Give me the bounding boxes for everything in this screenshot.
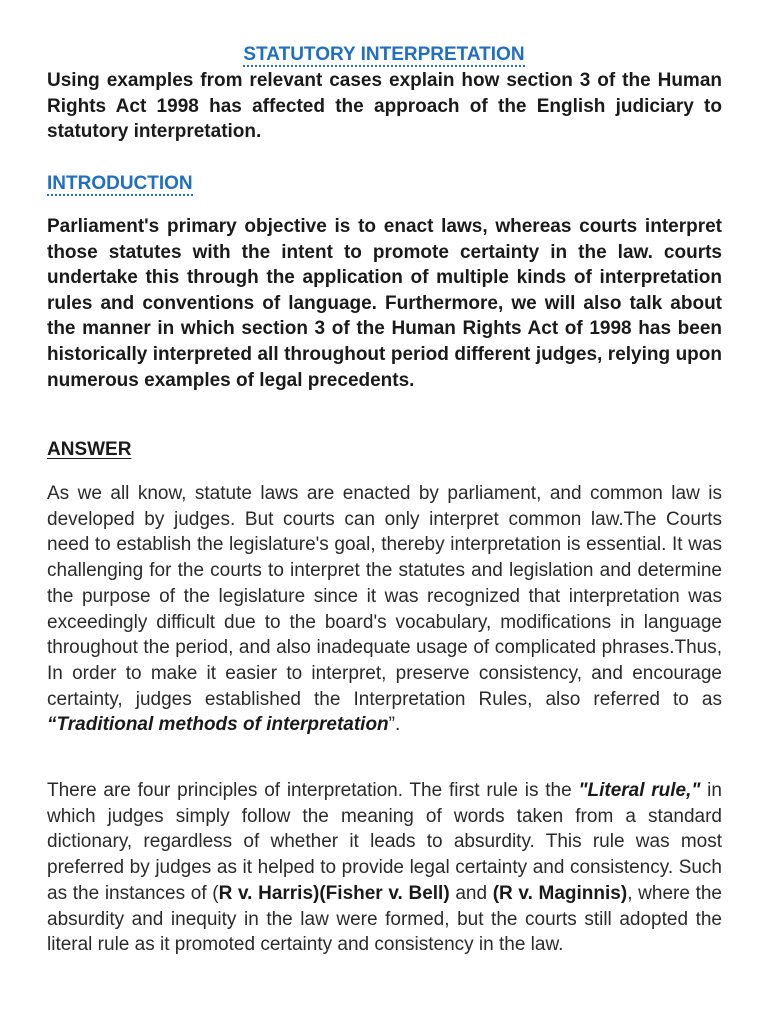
- case-maginnis: (R v. Maginnis): [492, 882, 628, 904]
- introduction-heading-text: INTRODUCTION: [47, 173, 193, 194]
- answer-paragraph-1: [47, 481, 722, 738]
- literal-rule-emphasis: "Literal rule,": [578, 780, 701, 801]
- question-text: Using examples from relevant cases explain how section 3 of the Human Rights Act 1998 has affected the approach of the English judiciary to statutory interpretation.: [47, 70, 722, 143]
- title-text: STATUTORY INTERPRETATION: [243, 44, 525, 65]
- document-title: [0, 42, 768, 68]
- traditional-methods-emphasis: “Traditional methods of interpretation: [47, 714, 389, 736]
- answer-p1-text: As we all know, statute laws are enacted by parliament, and common law is developed by judges. But courts can only interpret common law.The Courts need to establish the legislature's goal, thereby interpretation is essential. It was challenging for the courts to interpret the statutes and legislation and determine the purpose of the legislature since it was recognized that interpretation was exceedingly difficult due to the board's vocabulary, modifications in language throughout the period, and also inadequate usage of complicated phrases.Thus, In order to make it easier to interpret, preserve consistency, and encourage certainty, judges established the Interpretation Rules, also referred to as: [47, 483, 722, 710]
- answer-p2-and: and: [449, 882, 493, 904]
- answer-heading: [47, 437, 722, 463]
- answer-p1-end: ”.: [388, 714, 401, 736]
- answer-p2-mid: in which judges simply follow the meaning of words taken from a standard dictionary, regardless of whether it leads to absurdity. This rule was most preferred by judges as it helped to provide legal certainty and consistency. Such as the instances of (: [47, 780, 722, 904]
- answer-heading-text: ANSWER: [47, 439, 132, 460]
- case-harris-fisher: R v. Harris)(Fisher v. Bell): [218, 882, 450, 904]
- answer-paragraph-2: [47, 778, 722, 958]
- introduction-heading: [47, 171, 722, 197]
- answer-p2-start: There are four principles of interpretation. The first rule is the: [47, 780, 579, 801]
- answer-p2-end: , where the absurdity and inequity in the law were formed, but the courts still adopted the literal rule as it promoted certainty and consistency in the law.: [47, 882, 722, 956]
- introduction-paragraph: Parliament's primary objective is to enact laws, whereas courts interpret those statutes with the intent to promote certainty in the law. courts undertake this through the application of multiple kinds of interpretation rules and conventions of language. Furthermore, we will also talk about the manner in which section 3 of the Human Rights Act of 1998 has been historically interpreted all throughout period different judges, relying upon numerous examples of legal precedents.: [47, 216, 722, 391]
